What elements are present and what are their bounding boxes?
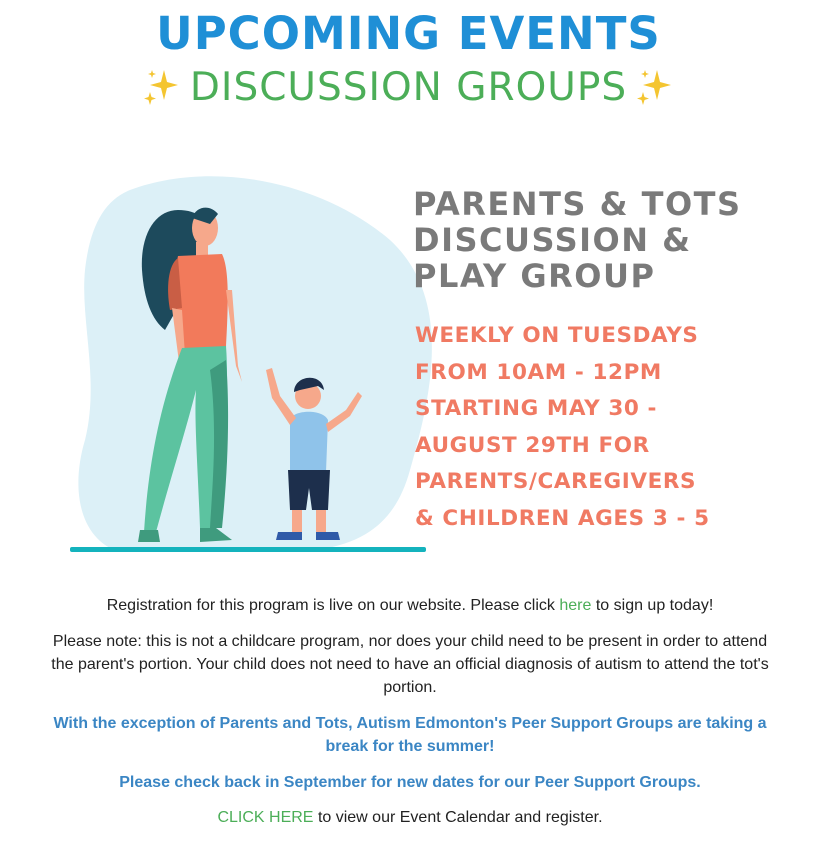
exception-paragraph: With the exception of Parents and Tots, Autism Edmonton's Peer Support Groups are taking a break for the summer! — [53, 715, 767, 755]
subtitle-row — [0, 62, 817, 114]
sparkles-icon — [142, 66, 182, 110]
event-detail-line: FROM 10AM - 12PM — [415, 359, 662, 385]
event-detail-line: & CHILDREN AGES 3 - 5 — [415, 505, 710, 531]
event-detail-line: STARTING MAY 30 - — [415, 396, 658, 421]
check-back-paragraph: Please check back in September for new dates for our Peer Support Groups. — [119, 774, 701, 791]
event-detail-line: AUGUST 29TH FOR — [415, 432, 650, 458]
parent-child-illustration — [60, 170, 440, 565]
registration-paragraph — [40, 594, 780, 617]
calendar-link[interactable]: CLICK HERE — [217, 809, 314, 826]
event-name-line: PLAY GROUP — [413, 257, 656, 295]
event-name-line: DISCUSSION & — [413, 221, 692, 259]
calendar-text: to view our Event Calendar and register. — [317, 809, 603, 826]
event-name — [413, 186, 813, 294]
event-name-line: PARENTS & TOTS — [413, 185, 742, 223]
registration-link[interactable]: here — [559, 597, 592, 614]
page-title: UPCOMING EVENTS — [156, 7, 661, 60]
ground-line — [70, 547, 426, 552]
event-details — [415, 318, 815, 537]
registration-text-end: to sign up today! — [595, 597, 714, 614]
event-detail-line: PARENTS/CAREGIVERS — [415, 469, 697, 494]
note-paragraph: Please note: this is not a childcare program, nor does your child need to be present in order to attend the parent's portion. Your child does not need to have an official diagnosis of autism to attend the tot's portion. — [51, 633, 769, 696]
registration-text: Registration for this program is live on our website. Please click — [106, 597, 555, 614]
calendar-paragraph — [40, 806, 780, 829]
event-detail-line: WEEKLY ON TUESDAYS — [415, 323, 699, 348]
page-subtitle: DISCUSSION GROUPS — [189, 65, 628, 110]
background-blob — [78, 176, 432, 552]
sparkles-icon — [635, 66, 675, 110]
